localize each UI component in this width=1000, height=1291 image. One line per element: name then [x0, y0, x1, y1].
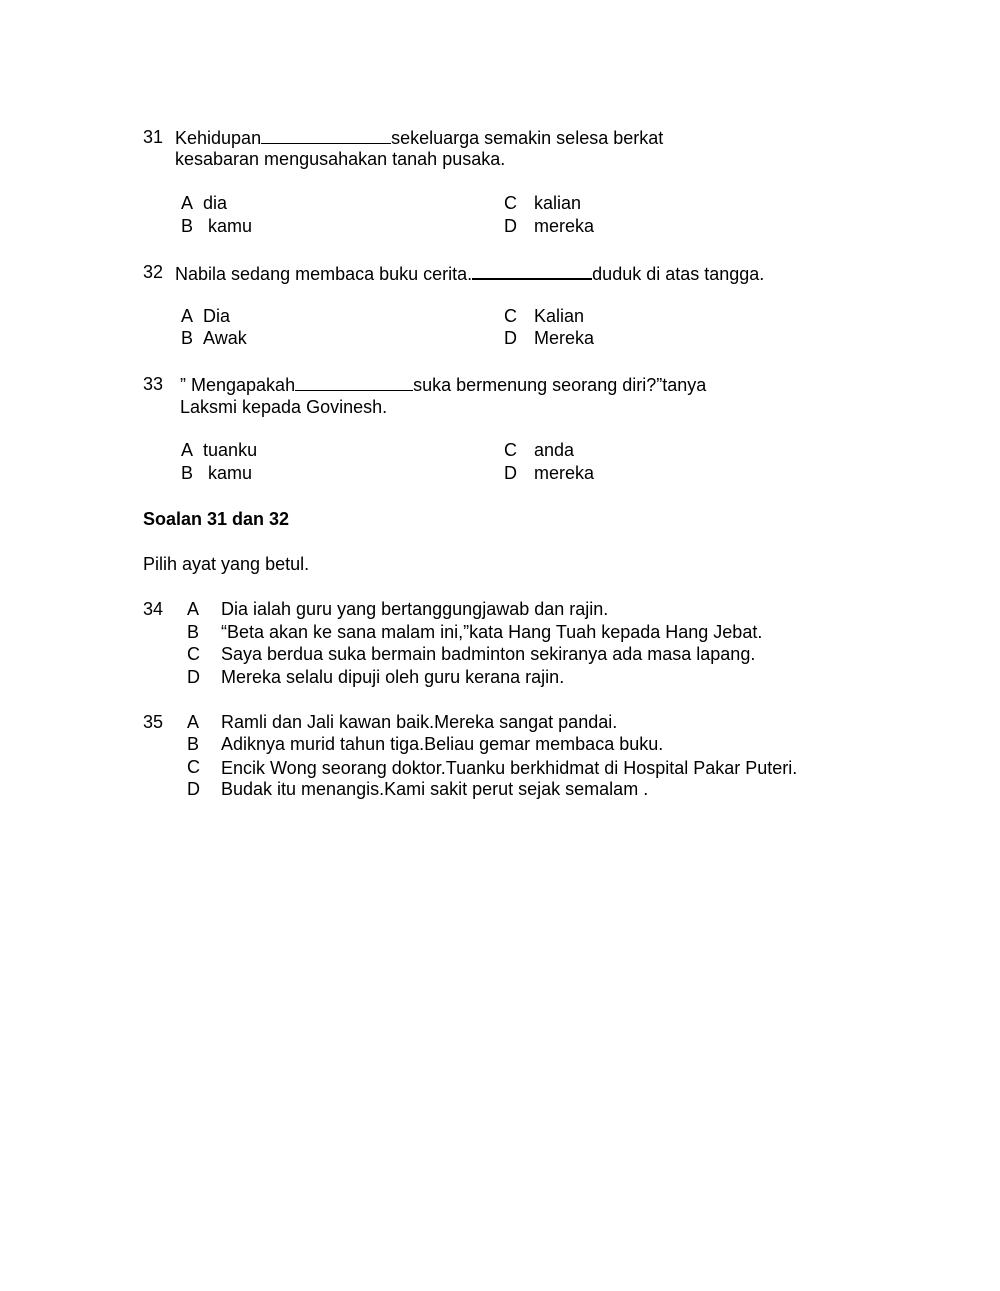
option-letter-d: D: [187, 667, 200, 687]
answer-blank: [472, 261, 592, 280]
text-before-blank: Kehidupan: [175, 128, 262, 148]
option-a[interactable]: Ramli dan Jali kawan baik.Mereka sangat pandai.: [221, 712, 618, 732]
option-d[interactable]: Mereka selalu dipuji oleh guru kerana rajin.: [221, 667, 565, 687]
option-letter-a: A: [187, 712, 200, 732]
option-b[interactable]: [181, 215, 252, 238]
option-a[interactable]: Dia ialah guru yang bertanggungjawab dan rajin.: [221, 599, 609, 619]
option-a[interactable]: [181, 439, 257, 462]
text-before-blank: Nabila sedang membaca buku cerita.: [175, 264, 473, 284]
answer-blank: [261, 126, 391, 144]
option-text: kamu: [208, 216, 253, 236]
option-text: anda: [534, 440, 575, 460]
option-d[interactable]: [504, 327, 594, 350]
question-text-line1: [175, 126, 663, 150]
option-letter: A: [181, 193, 194, 213]
option-text: Kalian: [534, 306, 585, 326]
question-number: 34: [143, 599, 164, 619]
option-text: Mereka: [534, 328, 595, 348]
option-c[interactable]: Encik Wong seorang doktor.Tuanku berkhidmat di Hospital Pakar Puteri.: [221, 758, 798, 778]
option-text: mereka: [534, 463, 595, 483]
option-d[interactable]: Budak itu menangis.Kami sakit perut sejak semalam .: [221, 779, 649, 799]
option-text: Awak: [203, 328, 247, 348]
option-letter: D: [504, 463, 517, 483]
option-letter: D: [504, 216, 517, 236]
option-letter-c: C: [187, 644, 200, 664]
option-a[interactable]: [181, 305, 230, 328]
text-after-blank: duduk di atas tangga.: [592, 264, 765, 284]
option-b[interactable]: “Beta akan ke sana malam ini,”kata Hang Tuah kepada Hang Jebat.: [221, 622, 763, 642]
option-text: Dia: [203, 306, 231, 326]
option-c[interactable]: Saya berdua suka bermain badminton sekiranya ada masa lapang.: [221, 644, 756, 664]
answer-blank: [295, 373, 413, 391]
option-letter: C: [504, 193, 517, 213]
question-number: 33: [143, 374, 164, 394]
option-text: kalian: [534, 193, 582, 213]
option-b[interactable]: [181, 327, 247, 350]
option-letter-b: B: [187, 622, 200, 642]
option-letter: C: [504, 306, 517, 326]
question-text-line2: Laksmi kepada Govinesh.: [180, 397, 388, 417]
question-number: 35: [143, 712, 164, 732]
option-text: dia: [203, 193, 228, 213]
section-instruction: Pilih ayat yang betul.: [143, 554, 310, 574]
question-text-line1: [175, 261, 764, 286]
question-text-line2: kesabaran mengusahakan tanah pusaka.: [175, 149, 506, 169]
option-letter: B: [181, 328, 194, 348]
question-number: 32: [143, 262, 164, 282]
option-text: kamu: [208, 463, 253, 483]
option-d[interactable]: [504, 462, 594, 485]
text-after-blank: suka bermenung seorang diri?”tanya: [413, 375, 707, 395]
option-letter-c: C: [187, 757, 200, 777]
option-text: tuanku: [203, 440, 258, 460]
option-d[interactable]: [504, 215, 594, 238]
option-b[interactable]: Adiknya murid tahun tiga.Beliau gemar membaca buku.: [221, 734, 664, 754]
option-letter: A: [181, 306, 194, 326]
option-a[interactable]: [181, 192, 227, 215]
text-after-blank: sekeluarga semakin selesa berkat: [391, 128, 664, 148]
option-letter: D: [504, 328, 517, 348]
option-text: mereka: [534, 216, 595, 236]
option-letter: C: [504, 440, 517, 460]
option-c[interactable]: [504, 439, 574, 462]
option-c[interactable]: [504, 192, 581, 215]
option-letter: B: [181, 463, 194, 483]
question-text-line1: [180, 373, 706, 397]
option-letter: A: [181, 440, 194, 460]
option-letter-d: D: [187, 779, 200, 799]
option-letter: B: [181, 216, 194, 236]
text-before-blank: ” Mengapakah: [180, 375, 296, 395]
section-heading: Soalan 31 dan 32: [143, 509, 290, 529]
option-c[interactable]: [504, 305, 584, 328]
option-b[interactable]: [181, 462, 252, 485]
question-number: 31: [143, 127, 164, 147]
option-letter-b: B: [187, 734, 200, 754]
option-letter-a: A: [187, 599, 200, 619]
